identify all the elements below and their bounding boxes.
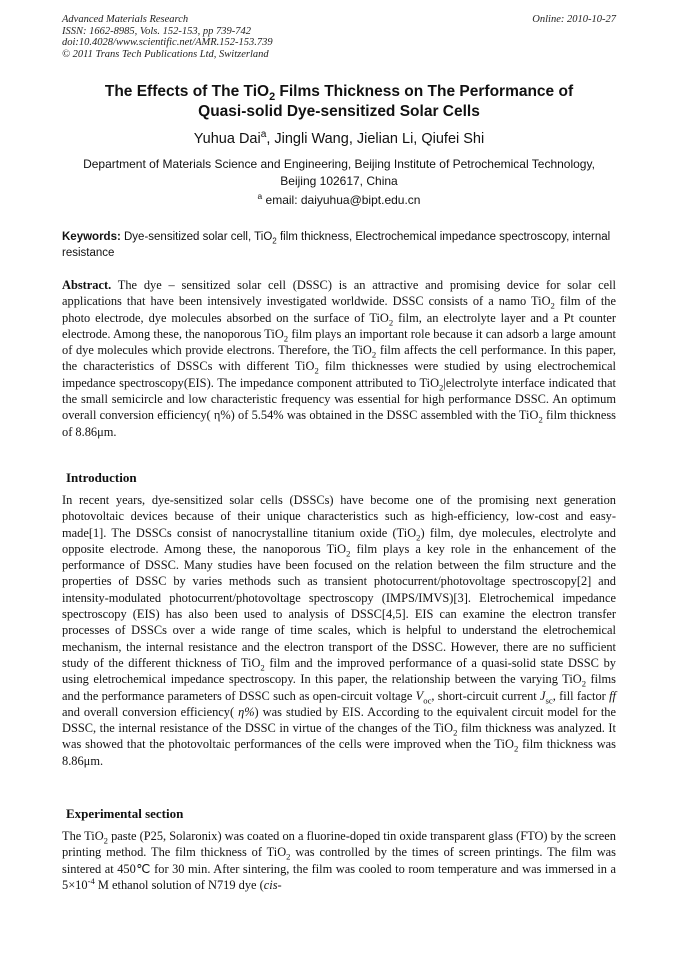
copyright-line: © 2011 Trans Tech Publications Ltd, Switzerland — [62, 48, 269, 60]
keywords: Keywords: Dye-sensitized solar cell, TiO$_2$ film thickness, Electrochemical impedance spectroscopy, internal resistance — [62, 231, 611, 259]
paper-title: The Effects of The TiO$_2$ Films Thickness on The Performance of Quasi-solid Dye-sensitized Solar Cells — [104, 83, 574, 120]
introduction-text: In recent years, dye-sensitized solar cells (DSSCs) have become one of the promising next generation photovoltaic devices because of their unique characteristics such as high-efficiency, low-cost and easy-made[1]. The DSSCs consist of nanocrystalline titanium oxide (TiO$_2$) film, dye molecules, electrolyte and opposite electrode. Among these, the nanoporous TiO$_2$ film plays a key role in the enhancement of the performance of DSSC. Many studies have been focused on the relation between the film structure and the properties of DSSC by varies methods such as transient photocurrent/photovoltage spectroscopy[2] and intensity-modulated photocurrent/photovoltage spectroscopy (IMPS/IMVS)[3]. Eletrochemical impedance spectroscopy (EIS) has also been used to analysis of DSSC[4,5]. EIS can examine the electron transfer processes of DSSCs over a wide range of time scales, which is helpful to understand the eletrochemical mechanism, the internal resistance and the electron transport of the DSSC. However, there are no sufficient study of the different thickness of TiO$_2$ film and the improved performance of a quasi-solid state DSSC by using eletrochemical impedance spectroscopy. In this paper, the relationship between the varying TiO$_2$ films and the performance parameters of DSSC such as open-circuit voltage $V_{oc}$, short-circuit current $J_{sc}$, fill factor ff and overall conversion efficiency( η%) was studied by EIS. According to the equivalent circuit model for the DSSC, the internal resistance of the DSSC in virtue of the changes of the TiO$_2$ film thickness was analyzed. It was showed that the photovoltaic performances of the cells were improved when the TiO$_2$ film thickness was 8.86μm. — [62, 493, 617, 768]
author-email: $^a$ email: daiyuhua@bipt.edu.cn — [257, 191, 421, 207]
author-list: Yuhua Dai$^a$, Jingli Wang, Jielian Li, Qiufei Shi — [193, 129, 485, 147]
affiliation: Department of Materials Science and Engineering, Beijing Institute of Petrochemical Technology, Beijing 102617, China — [83, 157, 595, 188]
introduction-heading: Introduction — [66, 470, 137, 485]
experimental-heading: Experimental section — [66, 806, 184, 821]
keywords-label: Keywords: — [62, 231, 121, 243]
journal-header — [62, 14, 616, 60]
experimental-text: The TiO$_2$ paste (P25, Solaronix) was coated on a fluorine-doped tin oxide transparent glass (FTO) by the screen printing method. The film thickness of TiO$_2$ was controlled by the times of screen printings. The film was sintered at 450℃ for 30 min. After sintering, the film was cooled to room temperature and was immersed in a $5\times 10^{-4}$ M ethanol solution of N719 dye (cis- — [62, 829, 616, 892]
abstract: Abstract. The dye – sensitized solar cell (DSSC) is an attractive and promising device for solar cell applications that have been intensively investigated worldwide. DSSC consists of a namo TiO$_2$ film of the photo electrode, dye molecules absorbed on the surface of TiO$_2$ film, an electrolyte layer and a Pt counter electrode. Among these, the nanoporous TiO$_2$ film plays an important role because it can adsorb a large amount of dye molecules which provide electrons. Therefore, the TiO$_2$ film affects the cell performance. In this paper, the characteristics of DSSCs with different TiO$_2$ film thicknesses were studied by using electrochemical impedance spectroscopy(EIS). The impedance component attributed to TiO$_2$|electrolyte interface indicated that the small semicircle and low characteristic frequency was essential for high performance DSSC. An optimum overall conversion efficiency( η%) of 5.54% was obtained in the DSSC assembled with the TiO$_2$ film thickness of 8.86μm. — [62, 278, 617, 439]
doi-line: doi:10.4028/www.scientific.net/AMR.152-153.739 — [62, 37, 273, 48]
online-date: Online: 2010-10-27 — [532, 14, 616, 25]
abstract-label: Abstract. — [62, 278, 112, 292]
journal-name: Advanced Materials Research — [62, 14, 189, 25]
issn-line: ISSN: 1662-8985, Vols. 152-153, pp 739-742 — [62, 25, 251, 37]
